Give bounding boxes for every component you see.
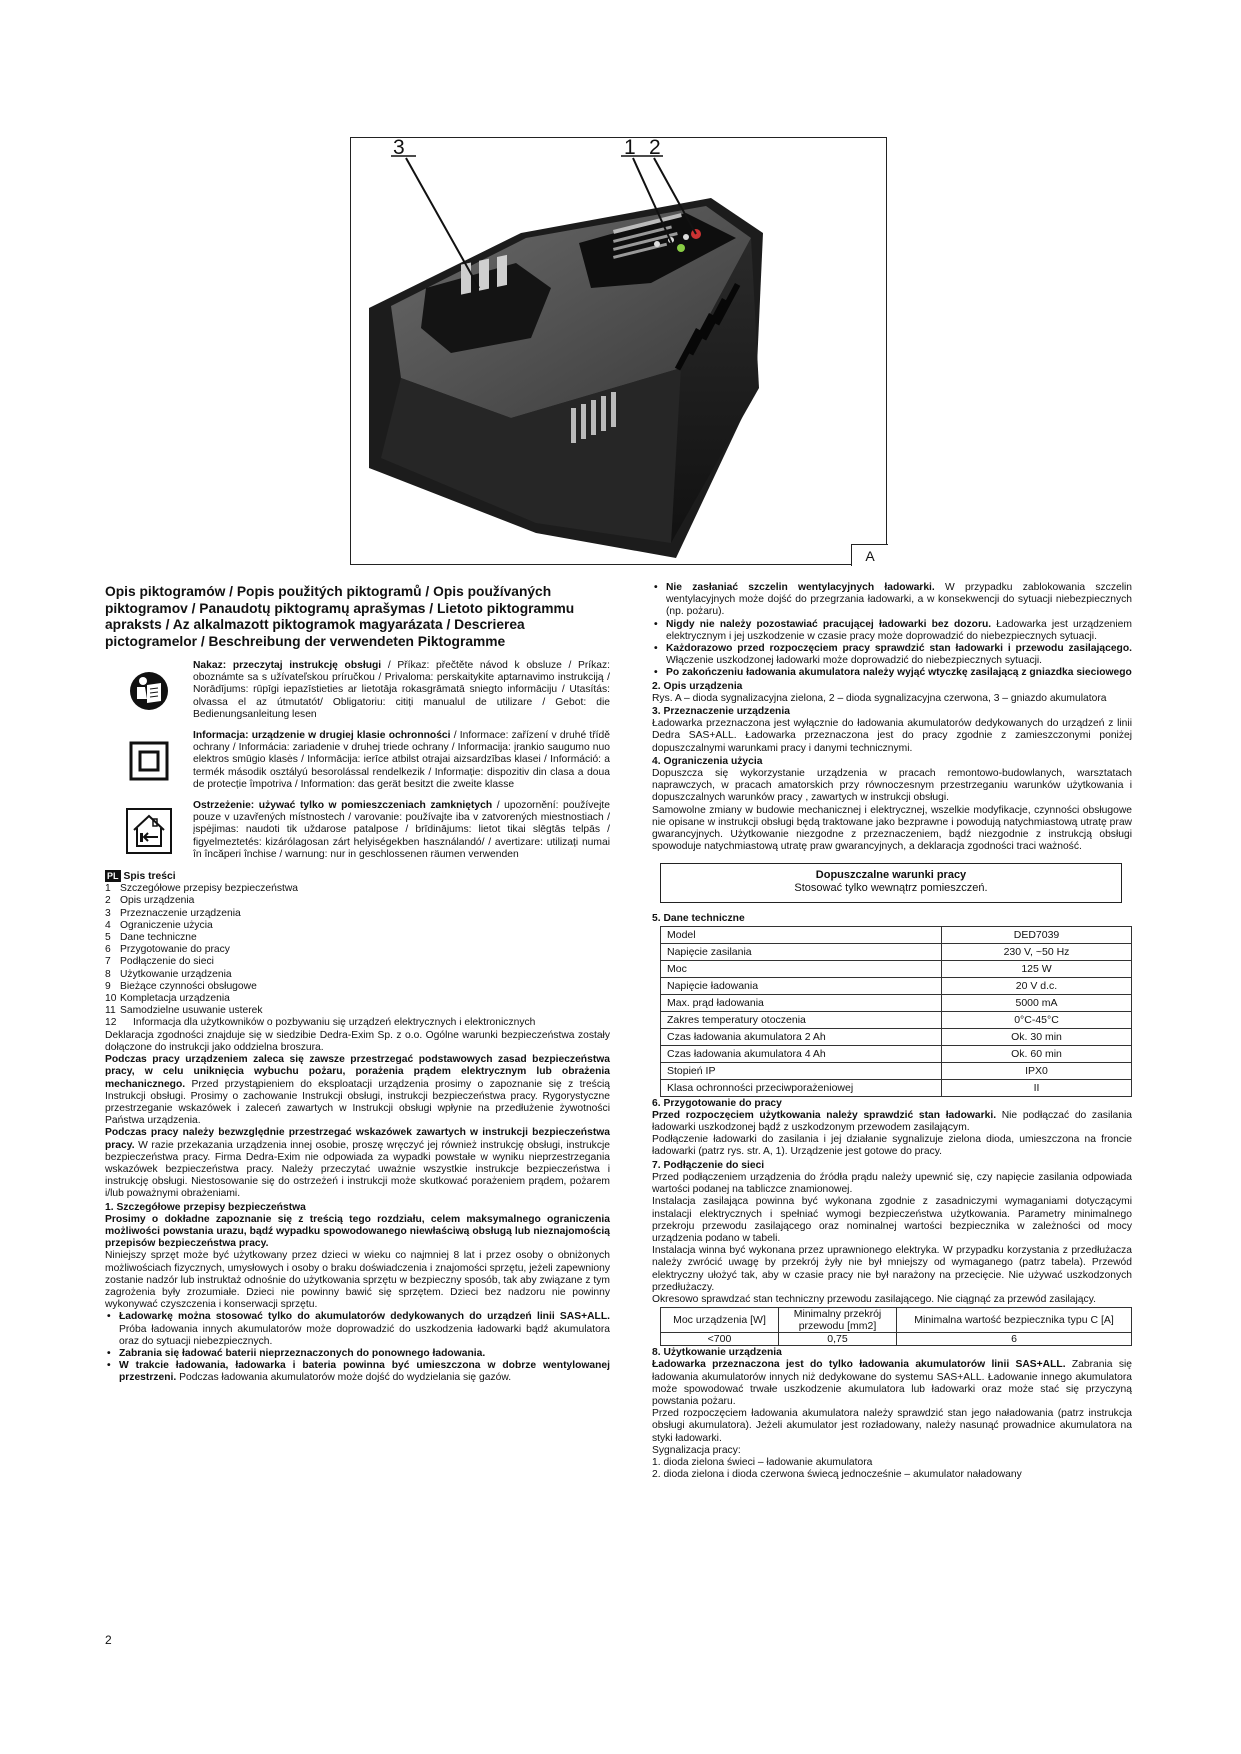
charger-figure (350, 137, 887, 565)
toc-item (105, 883, 610, 895)
indoor-use-only-icon (126, 808, 172, 854)
bullet-item (105, 1311, 610, 1348)
declaration-paragraph: Deklaracja zgodności znajduje się w siedzibie Dedra-Exim Sp. z o.o. Ogólne warunki bezpieczeństwa zostały dołączone do instrukcji jako oddzielna broszura. (105, 1029, 610, 1053)
pictogram-indoor-bold: Ostrzeżenie: używać tylko w pomieszczeniach zamkniętych (193, 800, 493, 812)
toc-title (105, 870, 610, 883)
toc-text: Podłączenie do sieci (120, 956, 214, 968)
section-7-text-1: Przed podłączeniem urządzenia do źródła prądu należy upewnić się, czy napięcie zasilania odpowiada wartości podanej na tabliczce znamionowej. (652, 1171, 1132, 1196)
section-8-text-3: Sygnalizacja pracy: (652, 1444, 741, 1456)
safety-intro-bold: Podczas pracy urządzeniem zaleca się zawsze przestrzegać podstawowych zasad bezpieczeństwa pracy, w celu uniknięcia wybuchu pożaru, porażenia prądem elektrycznym lub obrażenia mechanicznego. (105, 1054, 610, 1090)
toc-text: Szczegółowe przepisy bezpieczeństwa (120, 883, 298, 895)
toc-item (105, 944, 610, 956)
table-row (661, 943, 1132, 960)
pictogram-class2 (105, 730, 610, 791)
section-1-bullets (105, 1311, 610, 1384)
table-row (661, 977, 1132, 994)
table-header-row (661, 1308, 1132, 1333)
toc-number: 4 (105, 919, 111, 931)
section-3-text: Ładowarka przeznaczona jest wyłącznie do ładowania akumulatorów dedykowanych do urządzeń z linii Dedra SAS+ALL. Ładowarka przeznaczona jest do pracy zgodnie z zamieszczonymi poniżej dopuszczalnymi warunkami pracy i danymi technicznymi. (652, 718, 1132, 754)
toc-item (105, 1017, 610, 1029)
pictogram-indoor-text: / upozornění: používejte pouze v uzavřených místnostech / varovanie: používajte iba v zatvorených miestnostiach / įspėjimas: naudoti tik uždarose patalpose / brīdinājums: lietot tikai slēgtās telpās / figyelmeztetés: kizárólagosan zárt helyiségekben használandó/ / avertizare: utilizați numai în încăperi închise / warnung: nur in geschlossenen räumen verwenden (193, 800, 610, 860)
toc-number: 6 (105, 944, 111, 956)
section-8-text-2: Przed rozpoczęciem ładowania akumulatora należy sprawdzić stan jego naładowania (patrz instrukcja obsługi akumulatora). Jeżeli akumulator jest rozładowany, należy nasunąć prowadnice akumulatora na styki ładowarki. (652, 1408, 1132, 1444)
toc-number: 10 (105, 993, 117, 1005)
bullet-bold: Każdorazowo przed rozpoczęciem pracy sprawdzić stan ładowarki i przewodu zasilającego. (666, 643, 1132, 655)
charger-illustration (351, 138, 887, 565)
table-key: Zakres temperatury otoczenia (661, 1011, 942, 1028)
table-row (661, 1333, 1132, 1346)
section-6-bold: Przed rozpoczęciem użytkowania należy sprawdzić stan ładowarki. (652, 1109, 997, 1121)
table-value: IPX0 (942, 1062, 1132, 1079)
bullet-item (105, 1360, 610, 1384)
section-4-text-1: Dopuszcza się wykorzystanie urządzenia w pracach remontowo-budowlanych, warsztatach naprawczych, w pracach amatorskich przy równoczesnym przestrzeganiu warunków użytkowania i dopuszczalnych warunków pracy , zawartych w instrukcji obsługi. (652, 768, 1132, 804)
table-row (661, 1079, 1132, 1096)
signal-item-2: 2. dioda zielona i dioda czerwona świecą jednocześnie – akumulator naładowany (652, 1469, 1022, 1481)
bullet-item (652, 667, 1132, 679)
safety-intro-text: Przed przystąpieniem do eksploatacji urządzenia prosimy o zapoznanie się z treścią Instrukcji obsługi. Prosimy o zachowanie Instrukcji obsługi, instrukcji bezpieczeństwa pracy. Rygorystyczne przestrzeganie wskazówek i zaleceń zawartych w Instrukcji obsługi wpłynie na przedłużenie żywotności Państwa urządzenia. (105, 1078, 610, 1127)
pictogram-indoor (105, 800, 610, 861)
signal-item-1: 1. dioda zielona świeci – ładowanie akumulatora (652, 1456, 873, 1468)
bullet-text: W przypadku zablokowania szczelin wentylacyjnych może dojść do przegrzania ładowarki, a w konsekwencji do sytuacji niebezpiecznych (np. pożaru). (666, 582, 1132, 618)
bullet-item (652, 582, 1132, 619)
manual-book-icon (129, 671, 169, 711)
toc-text: Bieżące czynności obsługowe (120, 980, 257, 992)
toc-number: 5 (105, 932, 111, 944)
bullet-bold: Nie zasłaniać szczelin wentylacyjnych ładowarki. (666, 582, 935, 593)
table-row (661, 926, 1132, 943)
table-row (661, 1011, 1132, 1028)
section-1-title: 1. Szczegółowe przepisy bezpieczeństwa (105, 1201, 306, 1213)
toc-text: Opis urządzenia (120, 895, 195, 907)
table-row (661, 994, 1132, 1011)
pictogram-manual-bold: Nakaz: przeczytaj instrukcję obsługi (193, 660, 382, 671)
bullet-text: Próba ładowania innych akumulatorów może doprowadzić do uszkodzenia ładowarki bądź akumulatora oraz do sytuacji niebezpiecznych. (119, 1323, 610, 1347)
section-7-text-4: Okresowo sprawdzać stan techniczny przewodu zasilającego. Nie ciągnąć za przewód zasilający. (652, 1293, 1096, 1305)
pictogram-manual (105, 660, 610, 721)
toc-number: 11 (105, 1005, 116, 1017)
toc-number: 12 (105, 1017, 117, 1029)
callout-3: 3 (393, 137, 405, 159)
toc-item (105, 1005, 610, 1017)
table-key: Moc (661, 960, 942, 977)
section-8-bold: Ładowarka przeznaczona jest do tylko ładowania akumulatorów linii SAS+ALL. (652, 1359, 1066, 1371)
section-3-title: 3. Przeznaczenie urządzenia (652, 706, 790, 718)
table-header: Moc urządzenia [W] (661, 1308, 779, 1333)
bullet-bold: W trakcie ładowania, ładowarka i bateria powinna być umieszczona w dobrze wentylowanej przestrzeni. (119, 1360, 610, 1384)
operating-conditions-text: Stosować tylko wewnątrz pomieszczeń. (794, 882, 988, 895)
section-1-bold: Prosimy o dokładne zapoznanie się z treścią tego rozdziału, celem maksymalnego ograniczenia możliwości powstania urazu, bądź wypadku spowodowanego niewłaściwą obsługą lub nieznajomością przepisów bezpieczeństwa pracy. (105, 1213, 610, 1250)
section-4-title: 4. Ograniczenia użycia (652, 755, 763, 767)
section-2-text: Rys. A – dioda sygnalizacyjna zielona, 2 – dioda sygnalizacyjna czerwona, 3 – gniazdo akumulatora (652, 692, 1107, 704)
table-value: Ok. 60 min (942, 1045, 1132, 1062)
table-value: 0°C-45°C (942, 1011, 1132, 1028)
toc-item (105, 981, 610, 993)
section-8-title: 8. Użytkowanie urządzenia (652, 1347, 782, 1359)
class-2-insulation-icon (129, 741, 169, 781)
toc-item (105, 956, 610, 968)
bullet-bold: Po zakończeniu ładowania akumulatora należy wyjąć wtyczkę zasilającą z gniazdka sieciowego (666, 667, 1132, 679)
section-8-text-1 (652, 1359, 1132, 1408)
table-key: Max. prąd ładowania (661, 994, 942, 1011)
bullet-text: Podczas ładowania akumulatorów może dojść do wydzielania się gazów. (176, 1372, 512, 1384)
table-row (661, 1062, 1132, 1079)
section-8-text: Zabrania się ładowania akumulatorów innych niż dedykowane do systemu SAS+ALL. Ładowanie innego akumulatora może spowodować trwałe uszkodzenie akumulatora lub ładowarki oraz może stać się przyczyną powstania pożaru. (652, 1359, 1132, 1407)
toc-number: 7 (105, 956, 111, 968)
toc-list (105, 883, 610, 1029)
toc-text: Kompletacja urządzenia (120, 993, 230, 1005)
left-column (105, 584, 610, 1385)
bullet-item (105, 1348, 610, 1360)
bullet-text: Włączenie uszkodzonej ładowarki może doprowadzić do niebezpiecznych sytuacji. (666, 655, 1043, 667)
safety-rules-paragraph (105, 1127, 610, 1200)
table-cell: <700 (661, 1333, 779, 1346)
toc-text: Samodzielne usuwanie usterek (120, 1005, 263, 1017)
table-value: 20 V d.c. (942, 977, 1132, 994)
bullet-text: Ładowarka jest urządzeniem elektrycznym i jej uszkodzenie w czasie pracy może doprowadzić do niebezpiecznych sytuacji. (666, 618, 1132, 642)
table-key: Czas ładowania akumulatora 2 Ah (661, 1028, 942, 1045)
table-key: Napięcie zasilania (661, 943, 942, 960)
section-7-title: 7. Podłączenie do sieci (652, 1159, 765, 1171)
bullet-bold: Nigdy nie należy pozostawiać pracującej ładowarki bez dozoru. (666, 618, 992, 630)
table-value: 5000 mA (942, 994, 1132, 1011)
section-6-text-1 (652, 1110, 1132, 1134)
page-number: 2 (105, 1633, 112, 1647)
section-6-text: Nie podłączać do zasilania ładowarki uszkodzonej bądź z uszkodzonym przewodem zasilającym. (652, 1109, 1132, 1134)
section-4-text-2: Samowolne zmiany w budowie mechanicznej i elektrycznej, wszelkie modyfikacje, czynności obsługowe nie opisane w instrukcji obsługi będą traktowane jako bezprawne i powodują natychmiastową utratę praw gwarancyjnych. Użytkowanie niezgodne z przeznaczeniem, bądź niezgodnie z instrukcją obsługi spowoduje natychmiastową utratę praw gwarancyjnych, a deklaracja zgodności traci ważność. (652, 804, 1132, 853)
toc-text: Informacja dla użytkowników o pozbywaniu się urządzeń elektrycznych i elektronicznych (133, 1017, 536, 1029)
table-value: 230 V, ~50 Hz (942, 943, 1132, 960)
section-2-title: 2. Opis urządzenia (652, 680, 743, 692)
pictogram-heading: Opis piktogramów / Popis použitých piktogramů / Opis používaných piktogramov / Panaudotų piktogramų aprašymas / Lietoto piktogrammu apraksts / Az alkalmazott piktogramok magyarázata / Descrierea pictogramelor / Beschreibung der verwendeten Piktogramme (105, 584, 575, 649)
table-value: 125 W (942, 960, 1132, 977)
section-7-text-3: Instalacja winna być wykonana przez uprawnionego elektryka. W przypadku korzystania z przedłużacza należy zwrócić uwagę by przekrój żyły nie był mniejszy od wymaganego (patrz tabela). Przewód elektryczny ułożyć tak, aby w czasie pracy nie był narażony na przecięcie. Nie używać uszkodzonych przedłużaczy. (652, 1245, 1132, 1293)
table-row (661, 1045, 1132, 1062)
toc-number: 3 (105, 907, 111, 919)
toc-number: 8 (105, 968, 111, 980)
bullet-item (652, 619, 1132, 643)
table-key: Klasa ochronności przeciwporażeniowej (661, 1079, 942, 1096)
table-value: Ok. 30 min (942, 1028, 1132, 1045)
section-6-title: 6. Przygotowanie do pracy (652, 1097, 782, 1109)
toc-text: Przygotowanie do pracy (120, 944, 230, 956)
table-key: Czas ładowania akumulatora 4 Ah (661, 1045, 942, 1062)
table-row (661, 960, 1132, 977)
toc-number: 9 (105, 980, 111, 992)
table-header: Minimalny przekrój przewodu [mm2] (779, 1308, 897, 1333)
bullet-bold: Ładowarkę można stosować tylko do akumulatorów dedykowanych do urządzeń linii SAS+ALL. (119, 1311, 610, 1323)
right-column (652, 582, 1132, 1481)
toc-text: Ograniczenie użycia (120, 919, 213, 931)
toc-text: Użytkowanie urządzenia (120, 968, 232, 980)
pictogram-class2-text: / Informace: zařízení v druhé třídě ochrany / Informácia: zariadenie v druhej triede ochrany / Informacija: įrankio saugumo nuo elektros smūgio klasės / Informācija: ierīce atbilst otrajai aizsardzības klasei / Információ: a termék második osztályú besorolással rendelkezik / Informație: dispozitiv din clasa a doua de protecție împotriva / Information: das gerät besitzt die zweite klasse (193, 730, 610, 790)
table-header: Minimalna wartość bezpiecznika typu C [A] (897, 1308, 1132, 1333)
callout-2: 2 (649, 137, 661, 159)
section-5-title: 5. Dane techniczne (652, 913, 745, 925)
safety-intro-paragraph (105, 1054, 610, 1127)
toc-item (105, 920, 610, 932)
table-row (661, 1028, 1132, 1045)
section-6-text-2: Podłączenie ładowarki do zasilania i jej działanie sygnalizuje zielona dioda, umieszczona na froncie ładowarki (patrz rys. str. A, 1). Urządzenie jest gotowe do pracy. (652, 1134, 1132, 1158)
toc-item (105, 993, 610, 1005)
table-key: Model (661, 926, 942, 943)
operating-conditions-title: Dopuszczalne warunki pracy (815, 869, 967, 882)
toc-item (105, 895, 610, 907)
section-7-text-2: Instalacja zasilająca powinna być wykonana zgodnie z zasadniczymi wymaganiami dotyczącymi instalacji elektrycznych i spełniać wymogi bezpieczeństwa użytkowania. Parametry minimalnego przekroju przewodu zasilającego oraz nominalnej wartości bezpiecznika w zależności od mocy urządzenia podano w tabeli. (652, 1196, 1132, 1244)
pictogram-manual-text: / Příkaz: přečtěte návod k obsluze / Príkaz: oboznámte sa s užívateľskou príručkou / Privaloma: perskaitykite aptarnavimo instrukciją / Norādījums: rūpīgi iepazīstieties ar lietotāja rokasgrāmatā sniegto informāciju / Utasítás: olvassa el az útmutatót/ Obligatoriu: citiți manualul de utilizare / Gebot: die Bedienungsanleitung lesen (193, 660, 611, 720)
toc-item (105, 908, 610, 920)
callout-1: 1 (624, 137, 636, 159)
table-key: Napięcie ładowania (661, 977, 942, 994)
table-key: Stopień IP (661, 1062, 942, 1079)
table-cell: 6 (897, 1333, 1132, 1346)
table-cell: 0,75 (779, 1333, 897, 1346)
toc-title-text: Spis treści (123, 871, 176, 883)
operating-conditions-box (660, 863, 1122, 903)
pictogram-class2-bold: Informacja: urządzenie w drugiej klasie ochronności (193, 730, 451, 742)
right-bullets (652, 582, 1132, 680)
table-value: II (942, 1079, 1132, 1096)
figure-label: A (851, 544, 888, 566)
technical-data-table (660, 926, 1132, 1097)
bullet-item (652, 643, 1132, 667)
section-1-text: Niniejszy sprzęt może być użytkowany przez dzieci w wieku co najmniej 8 lat i przez osoby o obniżonych możliwościach fizycznych, umysłowych i osoby o braku doświadczenia i znajomości sprzętu, jeżeli zapewniony zostanie nadzór lub instruktaż odnośnie do użytkowania sprzętu w bezpieczny sposób, tak aby związane z tym zagrożenia były zrozumiałe. Dzieci nie powinny bawić się sprzętem. Dzieci bez nadzoru nie powinny wykonywać czyszczenia i konserwacji sprzętu. (105, 1250, 610, 1311)
toc-item (105, 932, 610, 944)
toc-number: 1 (105, 883, 111, 895)
toc-number: 2 (105, 895, 111, 907)
table-value: DED7039 (942, 926, 1132, 943)
safety-rules-text: W razie przekazania urządzenia innej osobie, proszę wręczyć jej również instrukcję obsługi, instrukcje bezpieczeństwa pracy. Firma Dedra-Exim nie odpowiada za wypadki powstałe w wyniku nieprzestrzegania wskazówek bezpieczeństwa pracy. Należy przeczytać uważnie wszystkie instrukcje bezpieczeństwa i instrukcję obsługi. Niestosowanie się do ostrzeżeń i instrukcji może skutkować porażeniem prądem, pożarem i/lub poważnymi obrażeniami. (105, 1139, 610, 1200)
toc-text: Dane techniczne (120, 932, 197, 944)
toc-item (105, 969, 610, 981)
pl-language-badge: PL (107, 871, 119, 882)
bullet-bold: Zabrania się ładować baterii nieprzeznaczonych do ponownego ładowania. (119, 1347, 486, 1359)
cable-table (660, 1307, 1132, 1346)
safety-rules-bold: Podczas pracy należy bezwzględnie przestrzegać wskazówek zawartych w instrukcji bezpieczeństwa pracy. (105, 1127, 610, 1151)
toc-text: Przeznaczenie urządzenia (120, 907, 241, 919)
